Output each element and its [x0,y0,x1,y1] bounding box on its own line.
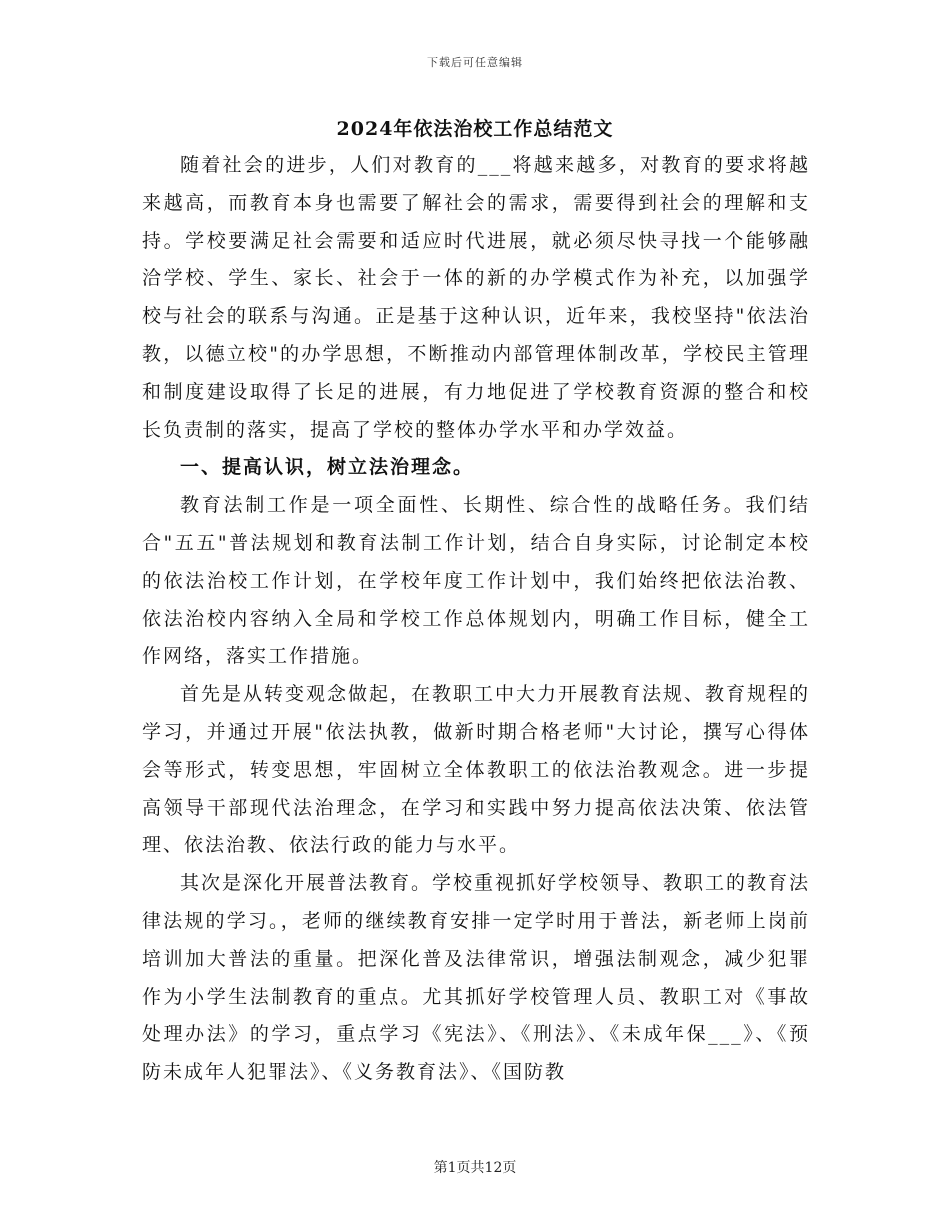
page-footer: 第1页共12页 [433,1160,517,1176]
body-paragraph: 其次是深化开展普法教育。学校重视抓好学校领导、教职工的教育法律法规的学习。，老师的继续教育安排一定学时用于普法，新老师上岗前培训加大普法的重量。把深化普及法律常识，增强法制观念，减少犯罪作为小学生法制教育的重点。尤其抓好学校管理人员、教职工对《事故处理办法》的学习，重点学习《宪法》、《刑法》、《未成年保___》、《预防未成年人犯罪法》、《义务教育法》、《国防教 [142,872,811,1084]
document-title: 2024年依法治校工作总结范文 [336,118,614,140]
header-note: 下载后可任意编辑 [427,56,523,69]
body-paragraph: 首先是从转变观念做起，在教职工中大力开展教育法规、教育规程的学习，并通过开展"依法执教，做新时期合格老师"大讨论，撰写心得体会等形式，转变思想，牢固树立全体教职工的依法治教观念。进一步提高领导干部现代法治理念，在学习和实践中努力提高依法决策、依法管理、依法治教、依法行政的能力与水平。 [142,683,811,857]
section-heading: 一、提高认识，树立法治理念。 [180,456,475,479]
body-paragraph: 教育法制工作是一项全面性、长期性、综合性的战略任务。我们结合"五五"普法规划和教育法制工作计划，结合自身实际，讨论制定本校的依法治校工作计划，在学校年度工作计划中，我们始终把依法治教、依法治校内容纳入全局和学校工作总体规划内，明确工作目标，健全工作网络，落实工作措施。 [142,494,810,668]
document-body [142,147,810,1092]
intro-paragraph: 随着社会的进步，人们对教育的___将越来越多，对教育的要求将越来越高，而教育本身也需要了解社会的需求，需要得到社会的理解和支持。学校要满足社会需要和适应时代进展，就必须尽快寻找一个能够融洽学校、学生、家长、社会于一体的新的办学模式作为补充，以加强学校与社会的联系与沟通。正是基于这种认识，近年来，我校坚持"依法治教，以德立校"的办学思想，不断推动内部管理体制改革，学校民主管理和制度建设取得了长足的进展，有力地促进了学校教育资源的整合和校长负责制的落实，提高了学校的整体办学水平和办学效益。 [142,154,810,441]
